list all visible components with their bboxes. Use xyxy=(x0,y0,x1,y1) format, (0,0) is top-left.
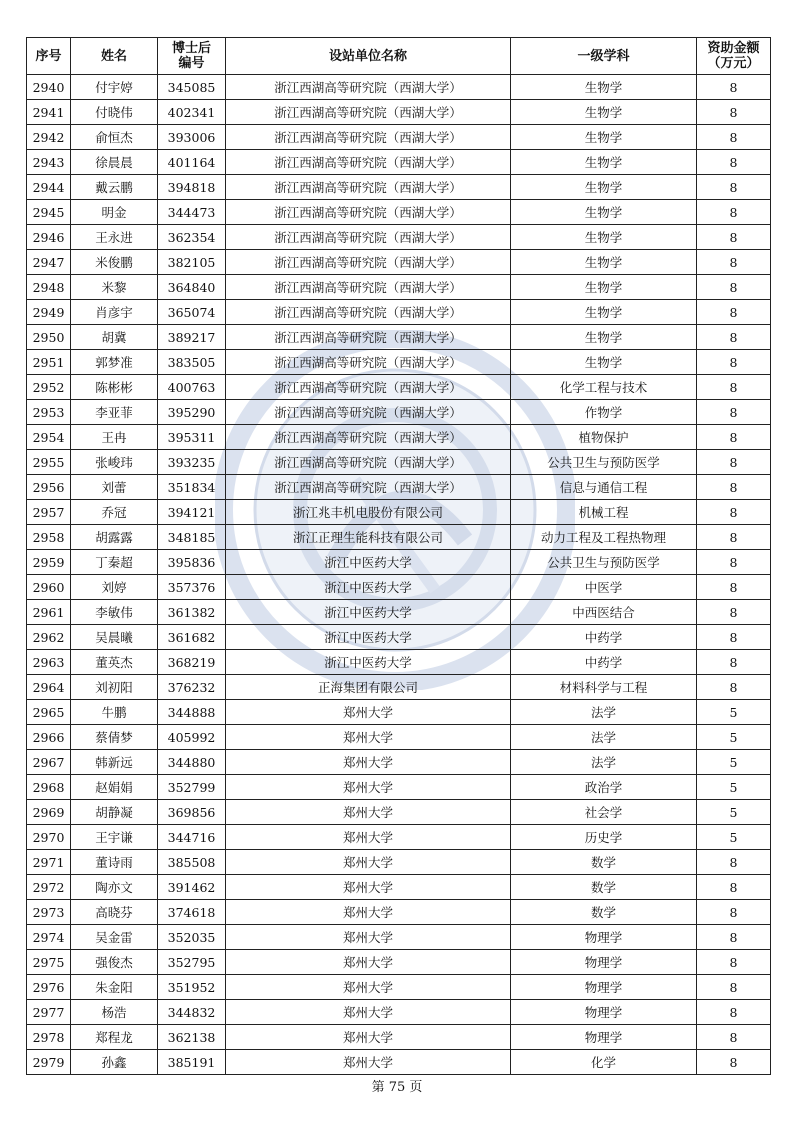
cell-name: 郑程龙 xyxy=(71,1025,158,1050)
cell-discipline: 社会学 xyxy=(511,800,697,825)
cell-seq: 2975 xyxy=(27,950,71,975)
cell-postdoc-no: 344473 xyxy=(158,200,226,225)
table-row xyxy=(27,850,771,875)
cell-name: 肖彦宇 xyxy=(71,300,158,325)
cell-unit: 浙江西湖高等研究院（西湖大学） xyxy=(226,350,511,375)
cell-unit: 浙江中医药大学 xyxy=(226,650,511,675)
cell-seq: 2941 xyxy=(27,100,71,125)
cell-amount: 8 xyxy=(697,625,771,650)
cell-discipline: 生物学 xyxy=(511,275,697,300)
cell-unit: 浙江西湖高等研究院（西湖大学） xyxy=(226,300,511,325)
cell-unit: 浙江西湖高等研究院（西湖大学） xyxy=(226,250,511,275)
table-row xyxy=(27,100,771,125)
cell-unit: 浙江西湖高等研究院（西湖大学） xyxy=(226,475,511,500)
cell-seq: 2965 xyxy=(27,700,71,725)
table-row xyxy=(27,225,771,250)
cell-name: 吴金雷 xyxy=(71,925,158,950)
cell-unit: 浙江西湖高等研究院（西湖大学） xyxy=(226,400,511,425)
table-row xyxy=(27,325,771,350)
table-row xyxy=(27,125,771,150)
table-row xyxy=(27,250,771,275)
cell-amount: 5 xyxy=(697,700,771,725)
cell-amount: 8 xyxy=(697,425,771,450)
cell-unit: 浙江西湖高等研究院（西湖大学） xyxy=(226,75,511,100)
table-row xyxy=(27,900,771,925)
cell-discipline: 生物学 xyxy=(511,250,697,275)
cell-name: 陶亦文 xyxy=(71,875,158,900)
cell-seq: 2973 xyxy=(27,900,71,925)
cell-name: 米黎 xyxy=(71,275,158,300)
cell-name: 米俊鹏 xyxy=(71,250,158,275)
cell-amount: 5 xyxy=(697,800,771,825)
cell-name: 张峻玮 xyxy=(71,450,158,475)
cell-seq: 2953 xyxy=(27,400,71,425)
cell-postdoc-no: 357376 xyxy=(158,575,226,600)
cell-discipline: 数学 xyxy=(511,875,697,900)
cell-name: 杨浩 xyxy=(71,1000,158,1025)
cell-discipline: 中西医结合 xyxy=(511,600,697,625)
cell-amount: 8 xyxy=(697,575,771,600)
cell-seq: 2949 xyxy=(27,300,71,325)
cell-postdoc-no: 374618 xyxy=(158,900,226,925)
cell-unit: 郑州大学 xyxy=(226,1000,511,1025)
cell-postdoc-no: 391462 xyxy=(158,875,226,900)
cell-amount: 8 xyxy=(697,100,771,125)
cell-seq: 2954 xyxy=(27,425,71,450)
cell-discipline: 化学 xyxy=(511,1050,697,1075)
cell-postdoc-no: 362354 xyxy=(158,225,226,250)
table-row xyxy=(27,350,771,375)
cell-name: 胡露露 xyxy=(71,525,158,550)
cell-postdoc-no: 361682 xyxy=(158,625,226,650)
cell-amount: 8 xyxy=(697,400,771,425)
cell-discipline: 生物学 xyxy=(511,125,697,150)
cell-discipline: 公共卫生与预防医学 xyxy=(511,550,697,575)
cell-amount: 8 xyxy=(697,350,771,375)
cell-postdoc-no: 376232 xyxy=(158,675,226,700)
cell-unit: 郑州大学 xyxy=(226,1025,511,1050)
cell-amount: 8 xyxy=(697,300,771,325)
cell-discipline: 法学 xyxy=(511,725,697,750)
header-name: 姓名 xyxy=(71,38,158,75)
cell-postdoc-no: 345085 xyxy=(158,75,226,100)
cell-discipline: 生物学 xyxy=(511,325,697,350)
cell-postdoc-no: 385508 xyxy=(158,850,226,875)
header-unit: 设站单位名称 xyxy=(226,38,511,75)
cell-seq: 2958 xyxy=(27,525,71,550)
cell-discipline: 生物学 xyxy=(511,225,697,250)
cell-discipline: 机械工程 xyxy=(511,500,697,525)
cell-seq: 2970 xyxy=(27,825,71,850)
cell-discipline: 植物保护 xyxy=(511,425,697,450)
cell-seq: 2962 xyxy=(27,625,71,650)
table-row xyxy=(27,775,771,800)
table-row xyxy=(27,375,771,400)
cell-amount: 8 xyxy=(697,875,771,900)
cell-seq: 2971 xyxy=(27,850,71,875)
cell-name: 蔡倩梦 xyxy=(71,725,158,750)
cell-discipline: 历史学 xyxy=(511,825,697,850)
cell-amount: 8 xyxy=(697,650,771,675)
cell-postdoc-no: 362138 xyxy=(158,1025,226,1050)
cell-name: 董诗雨 xyxy=(71,850,158,875)
cell-unit: 郑州大学 xyxy=(226,700,511,725)
cell-unit: 浙江中医药大学 xyxy=(226,625,511,650)
cell-amount: 8 xyxy=(697,550,771,575)
cell-postdoc-no: 383505 xyxy=(158,350,226,375)
cell-unit: 浙江西湖高等研究院（西湖大学） xyxy=(226,225,511,250)
table-row xyxy=(27,1000,771,1025)
cell-name: 刘蕾 xyxy=(71,475,158,500)
cell-name: 俞恒杰 xyxy=(71,125,158,150)
cell-seq: 2967 xyxy=(27,750,71,775)
table-row xyxy=(27,575,771,600)
cell-discipline: 物理学 xyxy=(511,1025,697,1050)
table-row xyxy=(27,550,771,575)
cell-unit: 浙江西湖高等研究院（西湖大学） xyxy=(226,425,511,450)
cell-name: 丁秦超 xyxy=(71,550,158,575)
cell-postdoc-no: 361382 xyxy=(158,600,226,625)
cell-unit: 浙江西湖高等研究院（西湖大学） xyxy=(226,125,511,150)
table-row xyxy=(27,400,771,425)
table-body xyxy=(27,75,771,1075)
cell-unit: 浙江西湖高等研究院（西湖大学） xyxy=(226,100,511,125)
cell-name: 韩新远 xyxy=(71,750,158,775)
cell-seq: 2969 xyxy=(27,800,71,825)
cell-unit: 浙江西湖高等研究院（西湖大学） xyxy=(226,450,511,475)
cell-name: 付宇婷 xyxy=(71,75,158,100)
header-seq: 序号 xyxy=(27,38,71,75)
cell-discipline: 生物学 xyxy=(511,200,697,225)
cell-name: 胡静凝 xyxy=(71,800,158,825)
cell-discipline: 材料科学与工程 xyxy=(511,675,697,700)
cell-postdoc-no: 352035 xyxy=(158,925,226,950)
cell-name: 李亚菲 xyxy=(71,400,158,425)
cell-seq: 2946 xyxy=(27,225,71,250)
cell-name: 王永进 xyxy=(71,225,158,250)
cell-postdoc-no: 364840 xyxy=(158,275,226,300)
table-row xyxy=(27,425,771,450)
cell-postdoc-no: 369856 xyxy=(158,800,226,825)
cell-unit: 浙江兆丰机电股份有限公司 xyxy=(226,500,511,525)
table-row xyxy=(27,650,771,675)
cell-unit: 郑州大学 xyxy=(226,900,511,925)
cell-name: 牛鹏 xyxy=(71,700,158,725)
cell-unit: 郑州大学 xyxy=(226,725,511,750)
cell-seq: 2944 xyxy=(27,175,71,200)
table-row xyxy=(27,675,771,700)
cell-unit: 浙江西湖高等研究院（西湖大学） xyxy=(226,200,511,225)
cell-discipline: 数学 xyxy=(511,850,697,875)
cell-postdoc-no: 344880 xyxy=(158,750,226,775)
cell-seq: 2963 xyxy=(27,650,71,675)
cell-unit: 郑州大学 xyxy=(226,925,511,950)
cell-amount: 8 xyxy=(697,675,771,700)
cell-unit: 浙江西湖高等研究院（西湖大学） xyxy=(226,375,511,400)
cell-seq: 2979 xyxy=(27,1050,71,1075)
cell-seq: 2968 xyxy=(27,775,71,800)
cell-seq: 2978 xyxy=(27,1025,71,1050)
cell-name: 乔冠 xyxy=(71,500,158,525)
table-row xyxy=(27,925,771,950)
cell-amount: 8 xyxy=(697,175,771,200)
cell-name: 戴云鹏 xyxy=(71,175,158,200)
cell-discipline: 中药学 xyxy=(511,625,697,650)
cell-unit: 浙江西湖高等研究院（西湖大学） xyxy=(226,175,511,200)
cell-postdoc-no: 351834 xyxy=(158,475,226,500)
cell-name: 高晓芬 xyxy=(71,900,158,925)
cell-amount: 8 xyxy=(697,975,771,1000)
cell-seq: 2959 xyxy=(27,550,71,575)
cell-postdoc-no: 344832 xyxy=(158,1000,226,1025)
cell-name: 王冉 xyxy=(71,425,158,450)
cell-discipline: 作物学 xyxy=(511,400,697,425)
cell-postdoc-no: 385191 xyxy=(158,1050,226,1075)
cell-seq: 2966 xyxy=(27,725,71,750)
cell-discipline: 生物学 xyxy=(511,350,697,375)
cell-postdoc-no: 393235 xyxy=(158,450,226,475)
cell-discipline: 生物学 xyxy=(511,75,697,100)
cell-unit: 浙江西湖高等研究院（西湖大学） xyxy=(226,325,511,350)
table-row xyxy=(27,300,771,325)
cell-name: 赵娟娟 xyxy=(71,775,158,800)
cell-postdoc-no: 368219 xyxy=(158,650,226,675)
cell-postdoc-no: 352799 xyxy=(158,775,226,800)
cell-name: 郭梦准 xyxy=(71,350,158,375)
cell-discipline: 中药学 xyxy=(511,650,697,675)
cell-amount: 8 xyxy=(697,275,771,300)
cell-postdoc-no: 389217 xyxy=(158,325,226,350)
cell-amount: 8 xyxy=(697,1050,771,1075)
cell-postdoc-no: 402341 xyxy=(158,100,226,125)
cell-seq: 2974 xyxy=(27,925,71,950)
cell-discipline: 物理学 xyxy=(511,925,697,950)
cell-postdoc-no: 395290 xyxy=(158,400,226,425)
cell-discipline: 物理学 xyxy=(511,975,697,1000)
cell-unit: 浙江中医药大学 xyxy=(226,600,511,625)
cell-discipline: 化学工程与技术 xyxy=(511,375,697,400)
cell-seq: 2950 xyxy=(27,325,71,350)
table-row xyxy=(27,200,771,225)
table-row xyxy=(27,825,771,850)
page-number: 第 75 页 xyxy=(371,1080,423,1095)
cell-discipline: 生物学 xyxy=(511,175,697,200)
cell-amount: 5 xyxy=(697,725,771,750)
table-row xyxy=(27,750,771,775)
cell-amount: 8 xyxy=(697,75,771,100)
cell-postdoc-no: 382105 xyxy=(158,250,226,275)
cell-unit: 郑州大学 xyxy=(226,800,511,825)
cell-seq: 2947 xyxy=(27,250,71,275)
cell-discipline: 生物学 xyxy=(511,150,697,175)
cell-postdoc-no: 393006 xyxy=(158,125,226,150)
cell-discipline: 动力工程及工程热物理 xyxy=(511,525,697,550)
cell-amount: 8 xyxy=(697,200,771,225)
cell-amount: 8 xyxy=(697,450,771,475)
cell-discipline: 生物学 xyxy=(511,300,697,325)
cell-discipline: 政治学 xyxy=(511,775,697,800)
cell-amount: 8 xyxy=(697,850,771,875)
cell-name: 王宇谦 xyxy=(71,825,158,850)
cell-amount: 5 xyxy=(697,825,771,850)
table-row xyxy=(27,475,771,500)
cell-amount: 8 xyxy=(697,250,771,275)
table-row xyxy=(27,975,771,1000)
cell-name: 李敏伟 xyxy=(71,600,158,625)
cell-unit: 郑州大学 xyxy=(226,775,511,800)
cell-unit: 郑州大学 xyxy=(226,825,511,850)
cell-postdoc-no: 344716 xyxy=(158,825,226,850)
table-header-row xyxy=(27,38,771,75)
cell-postdoc-no: 395311 xyxy=(158,425,226,450)
cell-name: 刘初阳 xyxy=(71,675,158,700)
cell-seq: 2977 xyxy=(27,1000,71,1025)
table-row xyxy=(27,625,771,650)
cell-amount: 8 xyxy=(697,475,771,500)
table-row xyxy=(27,600,771,625)
cell-name: 董英杰 xyxy=(71,650,158,675)
cell-name: 刘婷 xyxy=(71,575,158,600)
cell-seq: 2961 xyxy=(27,600,71,625)
table-row xyxy=(27,525,771,550)
cell-name: 强俊杰 xyxy=(71,950,158,975)
cell-unit: 郑州大学 xyxy=(226,1050,511,1075)
cell-unit: 浙江西湖高等研究院（西湖大学） xyxy=(226,275,511,300)
table-row xyxy=(27,1050,771,1075)
cell-seq: 2942 xyxy=(27,125,71,150)
table-row xyxy=(27,800,771,825)
cell-postdoc-no: 401164 xyxy=(158,150,226,175)
cell-amount: 8 xyxy=(697,1025,771,1050)
cell-unit: 郑州大学 xyxy=(226,850,511,875)
cell-discipline: 物理学 xyxy=(511,1000,697,1025)
header-amount: 资助金额（万元） xyxy=(697,38,771,75)
cell-postdoc-no: 394121 xyxy=(158,500,226,525)
cell-name: 徐晨晨 xyxy=(71,150,158,175)
cell-discipline: 公共卫生与预防医学 xyxy=(511,450,697,475)
cell-seq: 2957 xyxy=(27,500,71,525)
header-postdoc-no: 博士后编号 xyxy=(158,38,226,75)
cell-postdoc-no: 395836 xyxy=(158,550,226,575)
table-row xyxy=(27,875,771,900)
cell-seq: 2964 xyxy=(27,675,71,700)
cell-amount: 8 xyxy=(697,375,771,400)
table-row xyxy=(27,700,771,725)
table-row xyxy=(27,500,771,525)
cell-postdoc-no: 348185 xyxy=(158,525,226,550)
cell-postdoc-no: 400763 xyxy=(158,375,226,400)
cell-name: 吴晨曦 xyxy=(71,625,158,650)
cell-amount: 5 xyxy=(697,775,771,800)
cell-unit: 浙江中医药大学 xyxy=(226,550,511,575)
table-row xyxy=(27,950,771,975)
cell-unit: 浙江西湖高等研究院（西湖大学） xyxy=(226,150,511,175)
cell-amount: 8 xyxy=(697,325,771,350)
cell-seq: 2955 xyxy=(27,450,71,475)
table-row xyxy=(27,1025,771,1050)
cell-unit: 郑州大学 xyxy=(226,950,511,975)
table-row xyxy=(27,150,771,175)
cell-seq: 2951 xyxy=(27,350,71,375)
cell-amount: 8 xyxy=(697,1000,771,1025)
cell-postdoc-no: 394818 xyxy=(158,175,226,200)
table-row xyxy=(27,725,771,750)
cell-seq: 2972 xyxy=(27,875,71,900)
cell-unit: 郑州大学 xyxy=(226,875,511,900)
cell-amount: 8 xyxy=(697,925,771,950)
table-row xyxy=(27,450,771,475)
cell-amount: 8 xyxy=(697,225,771,250)
table-row xyxy=(27,175,771,200)
cell-seq: 2956 xyxy=(27,475,71,500)
cell-postdoc-no: 351952 xyxy=(158,975,226,1000)
cell-discipline: 中医学 xyxy=(511,575,697,600)
cell-discipline: 生物学 xyxy=(511,100,697,125)
cell-seq: 2952 xyxy=(27,375,71,400)
cell-amount: 8 xyxy=(697,125,771,150)
cell-name: 孙鑫 xyxy=(71,1050,158,1075)
cell-amount: 8 xyxy=(697,900,771,925)
cell-discipline: 数学 xyxy=(511,900,697,925)
cell-unit: 郑州大学 xyxy=(226,975,511,1000)
cell-postdoc-no: 352795 xyxy=(158,950,226,975)
cell-discipline: 信息与通信工程 xyxy=(511,475,697,500)
cell-seq: 2948 xyxy=(27,275,71,300)
cell-unit: 郑州大学 xyxy=(226,750,511,775)
cell-amount: 8 xyxy=(697,600,771,625)
cell-seq: 2945 xyxy=(27,200,71,225)
cell-amount: 8 xyxy=(697,150,771,175)
cell-unit: 浙江正理生能科技有限公司 xyxy=(226,525,511,550)
header-discipline: 一级学科 xyxy=(511,38,697,75)
cell-name: 朱金阳 xyxy=(71,975,158,1000)
cell-amount: 8 xyxy=(697,950,771,975)
cell-unit: 正海集团有限公司 xyxy=(226,675,511,700)
cell-discipline: 法学 xyxy=(511,700,697,725)
cell-seq: 2976 xyxy=(27,975,71,1000)
funding-table xyxy=(26,37,771,1075)
cell-postdoc-no: 365074 xyxy=(158,300,226,325)
cell-seq: 2943 xyxy=(27,150,71,175)
cell-seq: 2960 xyxy=(27,575,71,600)
cell-name: 陈彬彬 xyxy=(71,375,158,400)
cell-amount: 8 xyxy=(697,500,771,525)
cell-amount: 5 xyxy=(697,750,771,775)
table-row xyxy=(27,275,771,300)
cell-name: 明金 xyxy=(71,200,158,225)
cell-name: 胡冀 xyxy=(71,325,158,350)
cell-seq: 2940 xyxy=(27,75,71,100)
cell-unit: 浙江中医药大学 xyxy=(226,575,511,600)
cell-postdoc-no: 405992 xyxy=(158,725,226,750)
cell-discipline: 物理学 xyxy=(511,950,697,975)
cell-name: 付晓伟 xyxy=(71,100,158,125)
table-row xyxy=(27,75,771,100)
cell-postdoc-no: 344888 xyxy=(158,700,226,725)
cell-amount: 8 xyxy=(697,525,771,550)
cell-discipline: 法学 xyxy=(511,750,697,775)
